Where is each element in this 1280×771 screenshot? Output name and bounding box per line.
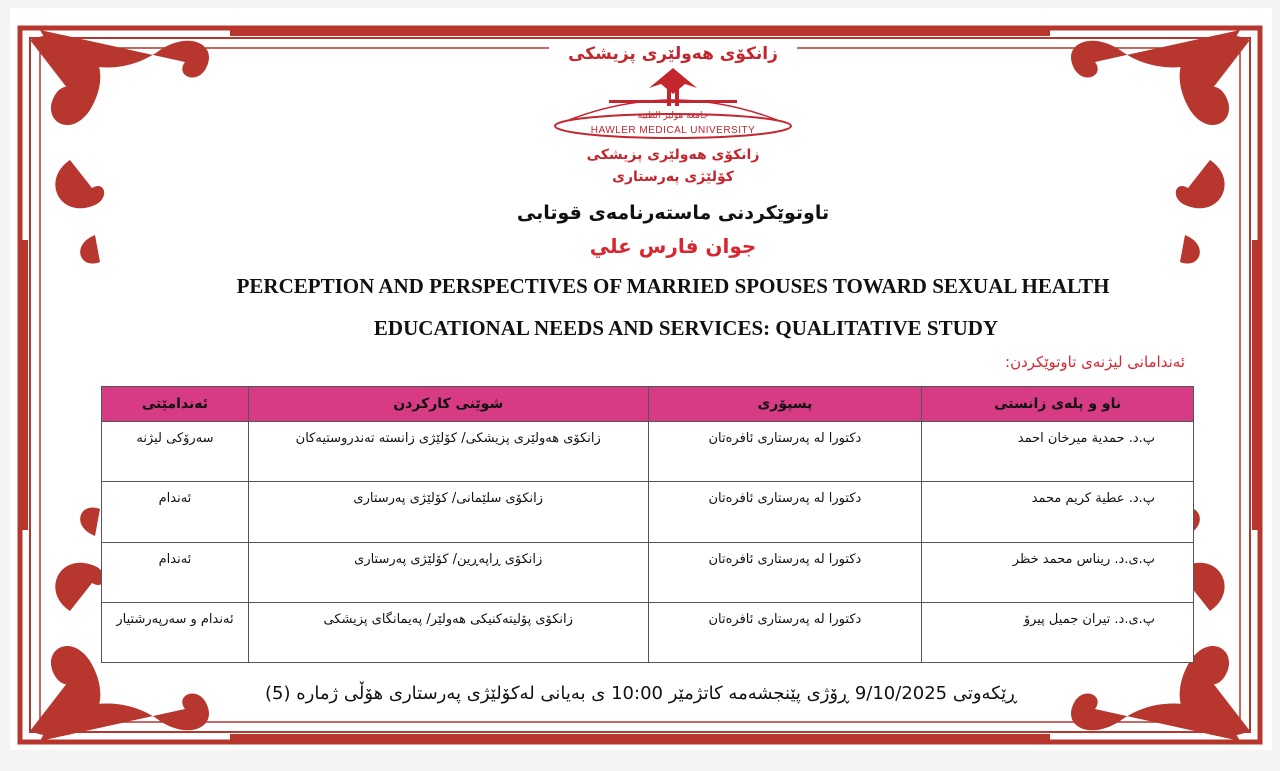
member-role: ئەندام xyxy=(102,542,249,602)
member-workplace: زانكۆی پۆلیتەكنیكی هەولێر/ پەیمانگای پزیشكی xyxy=(248,602,648,662)
member-role: سەرۆكی لیژنە xyxy=(102,422,249,482)
university-logo xyxy=(549,40,797,142)
member-specialty: دكتورا له پەرستاری ئافرەتان xyxy=(648,482,922,542)
member-name: پ.د. عطية كريم محمد xyxy=(922,482,1194,542)
logo-english-text: HAWLER MEDICAL UNIVERSITY xyxy=(590,125,756,136)
committee-table xyxy=(101,386,1194,663)
thesis-title-line-1: PERCEPTION AND PERSPECTIVES OF MARRIED SPOUSES TOWARD SEXUAL HEALTH xyxy=(236,274,1110,298)
member-specialty: دكتورا له پەرستاری ئافرەتان xyxy=(648,542,922,602)
logo-arabic-text: جامعة هولير الطبية xyxy=(637,111,709,121)
student-name: جوان فارس علي xyxy=(589,234,757,258)
member-specialty: دكتورا له پەرستاری ئافرەتان xyxy=(648,602,922,662)
logo-arc-text: زانكۆی ھەولێری پزیشكی xyxy=(568,44,778,64)
table-row xyxy=(102,602,1194,662)
member-role: ئەندام و سەرپەرشتیار xyxy=(102,602,249,662)
member-name: پ.د. حمدية ميرخان احمد xyxy=(922,422,1194,482)
defense-schedule: ڕێكەوتی 9/10/2025 ڕۆژی پێنجشەمە كاتژمێر 10:00 ی بەیانی لەكۆلێژی پەرستاری هۆڵی ژمارە (5) xyxy=(265,683,1018,704)
member-role: ئەندام xyxy=(102,482,249,542)
member-workplace: زانكۆی هەولێری پزیشكی/ كۆلێژی زانستە تەندروستیەكان xyxy=(248,422,648,482)
column-header-name: ناو و پلەی زانستی xyxy=(922,387,1194,422)
member-workplace: زانكۆی سلێمانی/ كۆلێژی پەرستاری xyxy=(248,482,648,542)
committee-heading: ئەندامانی لیژنەی تاوتوێكردن: xyxy=(1005,353,1185,371)
college-name: كۆلێژی پەرستاری xyxy=(612,169,734,185)
member-workplace: زانكۆی ڕاپەڕین/ كۆلێژی پەرستاری xyxy=(248,542,648,602)
table-header-row xyxy=(102,387,1194,422)
column-header-role: ئەندامێتی xyxy=(102,387,249,422)
table-row xyxy=(102,542,1194,602)
thesis-title-line-2: EDUCATIONAL NEEDS AND SERVICES: QUALITATIVE STUDY xyxy=(373,316,999,340)
member-name: پ.ی.د. ريناس محمد خظر xyxy=(922,542,1194,602)
university-name: زانكۆی هەولێری پزیشكی xyxy=(586,147,760,163)
member-name: پ.ی.د. تيران جميل پيرۆ xyxy=(922,602,1194,662)
column-header-specialty: پسپۆری xyxy=(648,387,922,422)
table-row xyxy=(102,422,1194,482)
defense-title: تاوتوێكردنی ماستەرنامەی قوتابی xyxy=(516,202,830,224)
member-specialty: دكتورا له پەرستاری ئافرەتان xyxy=(648,422,922,482)
table-row xyxy=(102,482,1194,542)
column-header-workplace: شوێنی كاركردن xyxy=(248,387,648,422)
